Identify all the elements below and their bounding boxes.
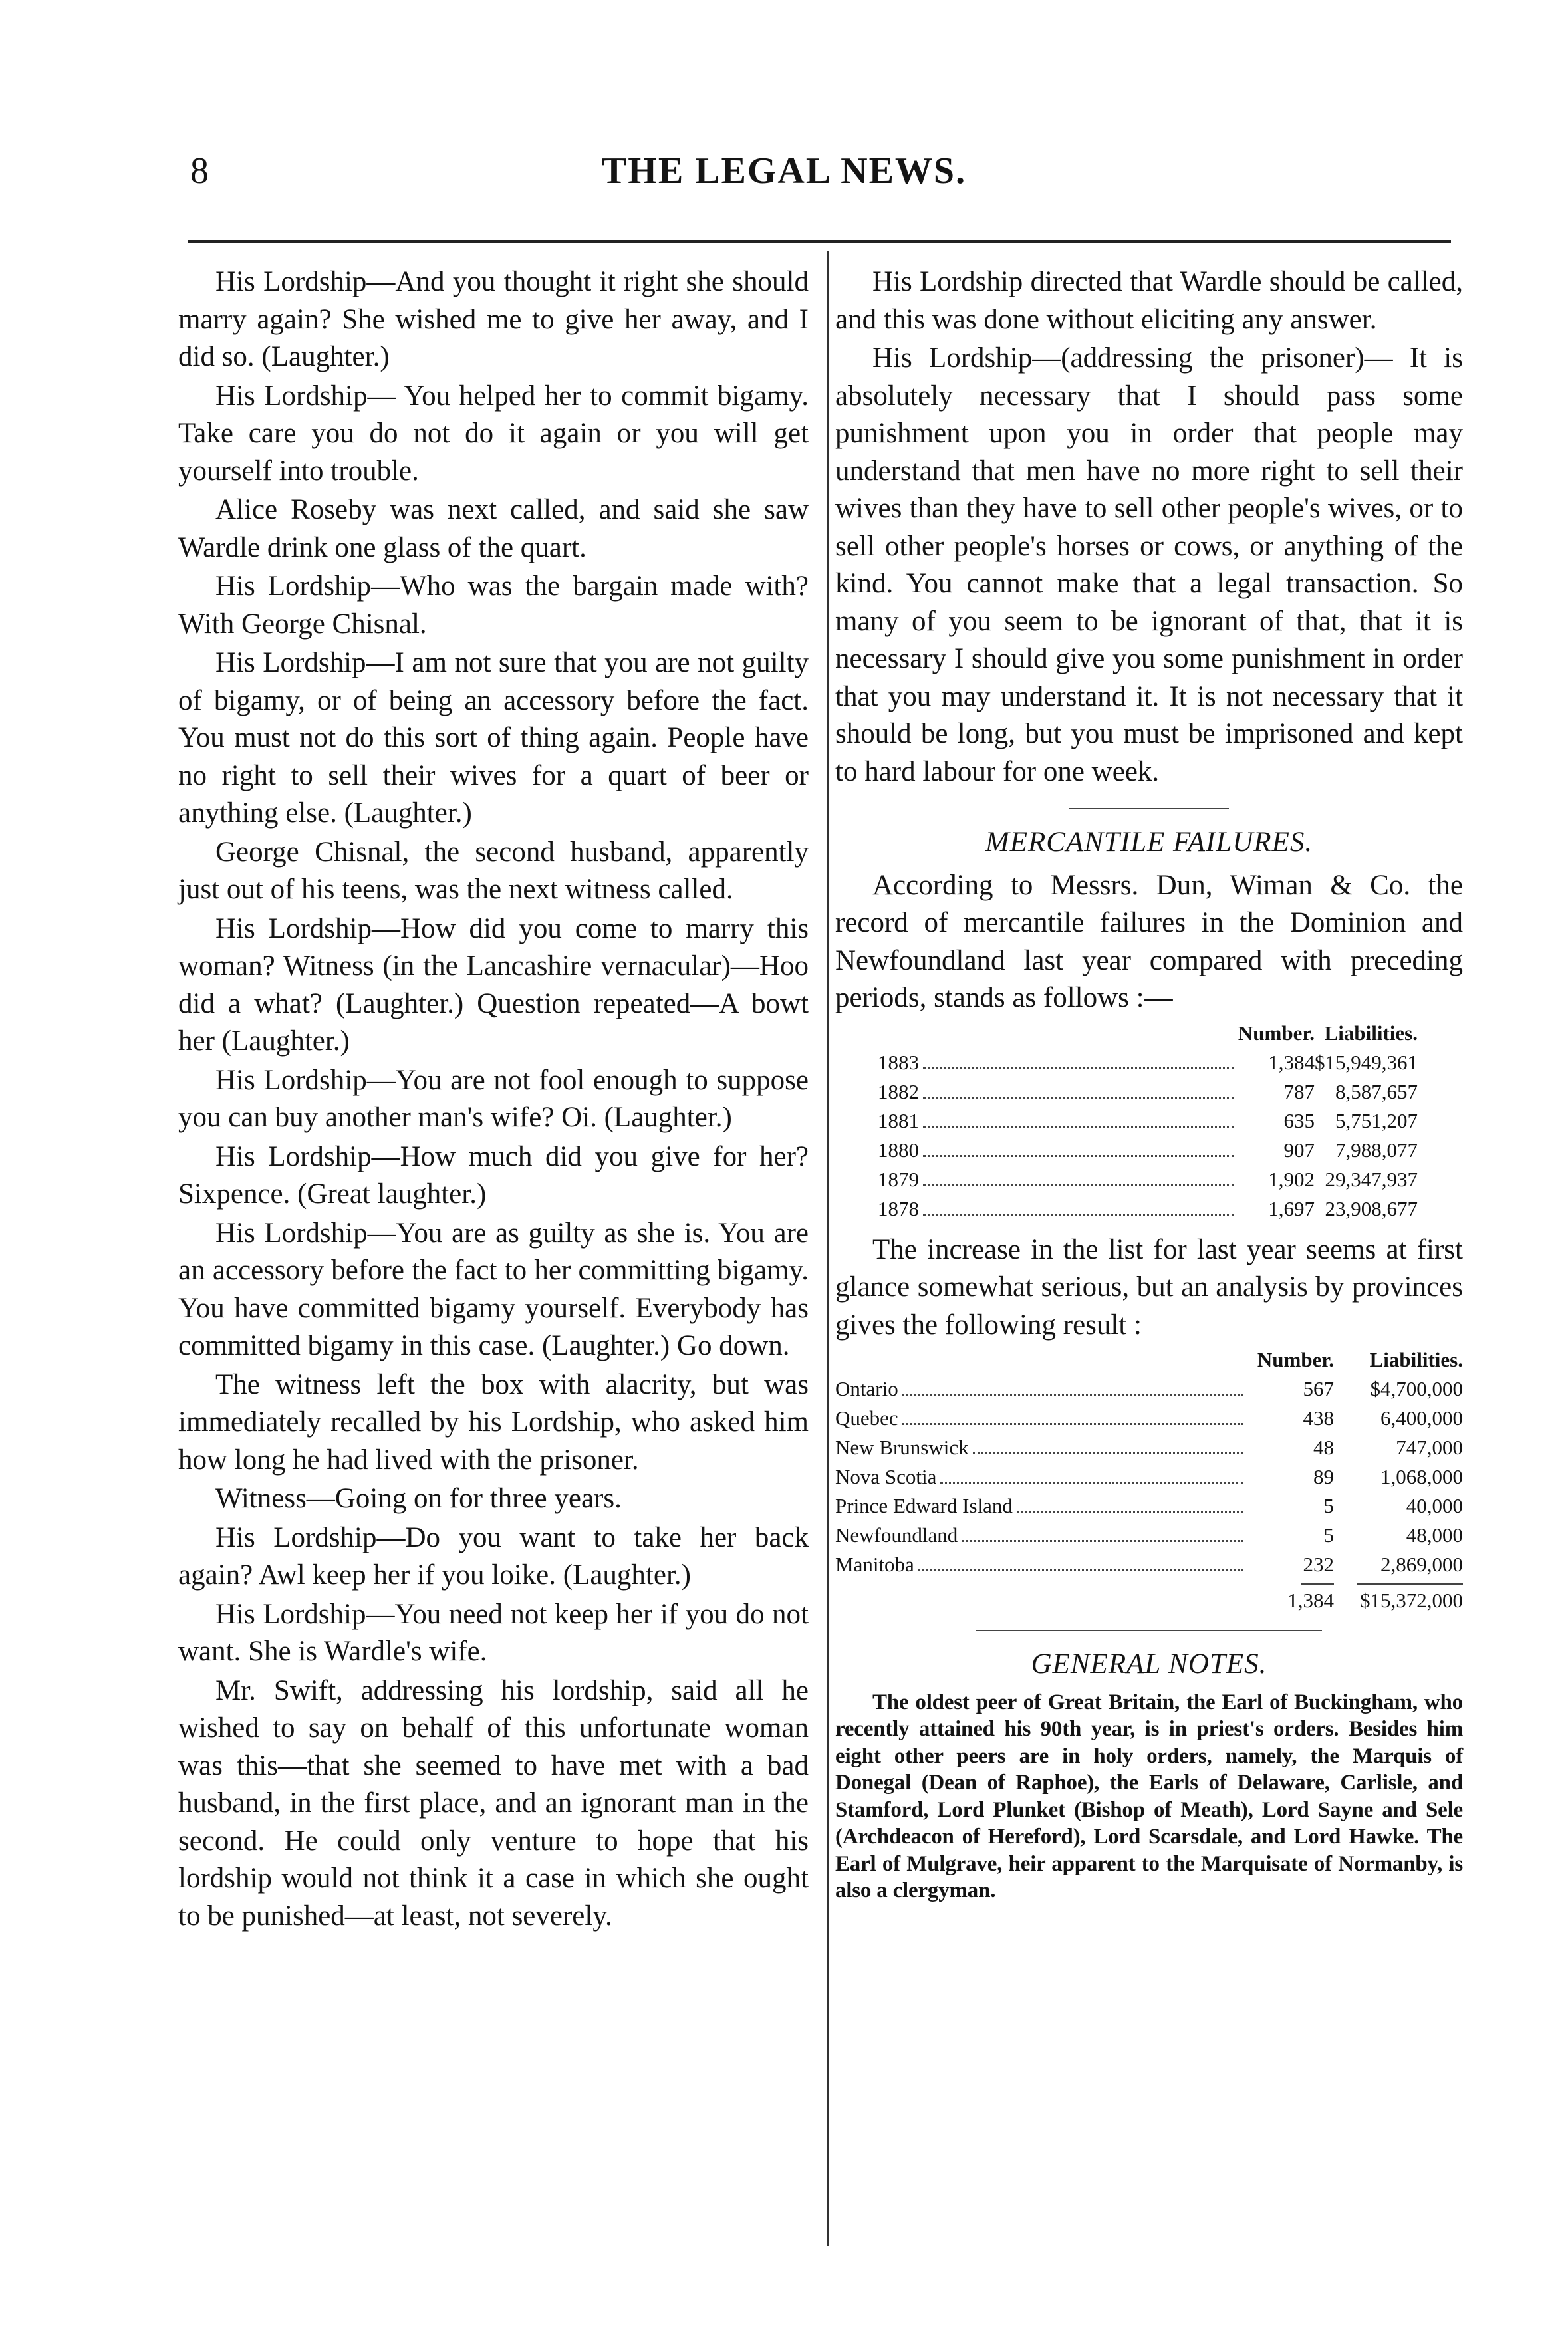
row-label: Ontario [835, 1377, 898, 1400]
column-header: Number. [1257, 1348, 1334, 1371]
table-header-row [835, 1345, 1463, 1374]
row-number: 232 [1303, 1553, 1334, 1576]
header-rule [188, 240, 1451, 243]
row-liabilities: 1,068,000 [1380, 1465, 1463, 1488]
dot-leader [902, 1408, 1243, 1425]
dot-leader [940, 1467, 1243, 1484]
table-row [878, 1048, 1418, 1077]
failures-by-year-table [878, 1019, 1418, 1224]
table-row [835, 1521, 1463, 1550]
row-number: 5 [1323, 1494, 1334, 1517]
paragraph: His Lordship—How did you come to marry this woman? Witness (in the Lancashire vernacular)—Hoo did a what? (Laughter.) Question repeated—A bowt her (Laughter.) [178, 912, 809, 1057]
paragraph: His Lordship—And you thought it right she should marry again? She wished me to give her away, and I did so. (Laughter.) [178, 266, 809, 372]
row-liabilities: 6,400,000 [1380, 1406, 1463, 1430]
total-rule-row [835, 1579, 1463, 1586]
general-notes-heading: GENERAL NOTES. [1031, 1648, 1267, 1680]
page-number: 8 [190, 150, 209, 192]
paragraph: His Lordship—I am not sure that you are not guilty of bigamy, or of being an accessory before the fact. You must not do this sort of thing again. People have no right to sell their wives for a quart of beer or anything else. (Laughter.) [178, 647, 809, 829]
paragraph: The witness left the box with alacrity, but was immediately recalled by his Lordship, who asked him how long he had lived with the prisoner. [178, 1368, 809, 1476]
table-row [878, 1107, 1418, 1136]
dot-leader [923, 1199, 1234, 1216]
row-label: 1880 [878, 1138, 919, 1162]
row-label: 1878 [878, 1196, 919, 1220]
table-row [835, 1404, 1463, 1433]
column-header: Liabilities. [1324, 1021, 1418, 1045]
table-header-row [878, 1019, 1418, 1048]
row-liabilities: 8,587,657 [1335, 1079, 1418, 1103]
total-rule [1357, 1583, 1463, 1585]
mercantile-failures-heading: MERCANTILE FAILURES. [985, 827, 1313, 858]
paragraph: Alice Roseby was next called, and said she saw Wardle drink one glass of the quart. [178, 494, 809, 563]
row-label: Prince Edward Island [835, 1494, 1013, 1517]
dot-leader [1017, 1496, 1243, 1513]
row-label: 1883 [878, 1050, 919, 1074]
general-notes-text: The oldest peer of Great Britain, the Earl of Buckingham, who recently attained his 90th year, is in priest's orders. Besides him eight other peers are in holy orders, namely, the Marquis of Donegal (Dean of Raphoe), the Earls of Delaware, Carlisle, and Stamford, Lord Plunket (Bishop of Meath), Lord Sayne and Sele (Archdeacon of Hereford), Lord Scarsdale, and Lord Hawke. The Earl of Mulgrave, heir apparent to the Marquisate of Normanby, is also a clergyman. [835, 1690, 1463, 1902]
dot-leader [923, 1111, 1234, 1128]
paragraph: His Lordship—You are as guilty as she is. You are an accessory before the fact to her committing bigamy. You have committed bigamy yourself. Everybody has committed bigamy in this case. (Laughter.) Go down. [178, 1217, 809, 1361]
row-liabilities: 747,000 [1396, 1436, 1463, 1459]
paragraph: His Lordship—Do you want to take her back again? Awl keep her if you loike. (Laughter.) [178, 1521, 809, 1591]
total-liabilities: $15,372,000 [1360, 1589, 1463, 1612]
table-row [835, 1462, 1463, 1492]
row-liabilities: $15,949,361 [1315, 1050, 1418, 1074]
row-label: Nova Scotia [835, 1465, 937, 1488]
paragraph: Witness—Going on for three years. [215, 1483, 622, 1514]
row-number: 635 [1283, 1108, 1315, 1132]
table-row [878, 1077, 1418, 1107]
row-label: 1882 [878, 1079, 919, 1103]
row-liabilities: 2,869,000 [1380, 1553, 1463, 1576]
row-number: 907 [1283, 1138, 1315, 1162]
paragraph: His Lordship directed that Wardle should be called, and this was done without eliciting any answer. [835, 266, 1463, 335]
failures-by-province-table [835, 1345, 1463, 1615]
dot-leader [918, 1555, 1243, 1571]
dot-leader [923, 1082, 1234, 1099]
row-label: Quebec [835, 1406, 898, 1430]
section-divider [1069, 808, 1229, 809]
table-row [835, 1433, 1463, 1462]
mercantile-intro: According to Messrs. Dun, Wiman & Co. the record of mercantile failures in the Dominion and Newfoundland last year compared with preceding periods, stands as follows :— [835, 869, 1463, 1013]
paragraph: His Lordship—How much did you give for her? Sixpence. (Great laughter.) [178, 1140, 809, 1210]
row-liabilities: 48,000 [1406, 1523, 1463, 1547]
right-column [835, 263, 1463, 1906]
column-divider [827, 251, 829, 2246]
row-number: 1,902 [1268, 1167, 1315, 1191]
dot-leader [923, 1053, 1234, 1069]
row-liabilities: 23,908,677 [1325, 1196, 1418, 1220]
row-label: Manitoba [835, 1553, 914, 1576]
row-liabilities: 5,751,207 [1335, 1108, 1418, 1132]
row-label: 1881 [878, 1108, 919, 1132]
paragraph: George Chisnal, the second husband, apparently just out of his teens, was the next witness called. [178, 836, 809, 905]
section-divider [976, 1630, 1322, 1631]
row-number: 1,384 [1268, 1050, 1315, 1074]
column-header: Liabilities. [1369, 1348, 1463, 1371]
table-row [878, 1165, 1418, 1194]
paragraph: Mr. Swift, addressing his lordship, said all he wished to say on behalf of this unfortunate woman was this—that she seemed to have met with a bad husband, in the first place, and an ignorant man in the second. He could only venture to hope that his lordship would not think it a case in which she ought to be punished—at least, not severely. [178, 1674, 809, 1932]
row-label: Newfoundland [835, 1523, 958, 1547]
table-row [835, 1492, 1463, 1521]
analysis-paragraph: The increase in the list for last year seems at first glance somewhat serious, but an analysis by provinces gives the following result : [835, 1234, 1463, 1341]
table-row [878, 1136, 1418, 1165]
row-number: 438 [1303, 1406, 1334, 1430]
row-label: New Brunswick [835, 1436, 969, 1459]
dot-leader [962, 1525, 1243, 1542]
dot-leader [923, 1170, 1234, 1186]
row-number: 567 [1303, 1377, 1334, 1400]
total-rule [1301, 1583, 1334, 1585]
row-liabilities: 29,347,937 [1325, 1167, 1418, 1191]
paragraph: His Lordship—You need not keep her if you do not want. She is Wardle's wife. [178, 1598, 809, 1667]
dot-leader [923, 1140, 1234, 1157]
row-number: 787 [1283, 1079, 1315, 1103]
paragraph: His Lordship—(addressing the prisoner)— It is absolutely necessary that I should pass some punishment upon you in order that people may understand that men have no more right to sell their wives than they have to sell other people's wives, or to sell other people's horses or cows, or anything of the kind. You cannot make that a legal transaction. So many of you seem to be ignorant of that, that it is necessary I should give you some punishment in order that you may understand it. It is not necessary that it should be long, but you must be imprisoned and kept to hard labour for one week. [835, 342, 1463, 787]
paragraph: His Lordship—Who was the bargain made with? With George Chisnal. [178, 571, 809, 640]
dot-leader [902, 1379, 1243, 1396]
row-number: 1,697 [1268, 1196, 1315, 1220]
total-row [835, 1586, 1463, 1615]
row-liabilities: 40,000 [1406, 1494, 1463, 1517]
dot-leader [973, 1438, 1243, 1454]
row-label: 1879 [878, 1167, 919, 1191]
column-header: Number. [1238, 1021, 1315, 1045]
row-number: 48 [1313, 1436, 1334, 1459]
table-row [835, 1374, 1463, 1404]
row-number: 89 [1313, 1465, 1334, 1488]
row-liabilities: 7,988,077 [1335, 1138, 1418, 1162]
table-row [835, 1550, 1463, 1579]
paragraph: His Lordship—You are not fool enough to suppose you can buy another man's wife? Oi. (Laughter.) [178, 1064, 809, 1133]
row-number: 5 [1323, 1523, 1334, 1547]
row-liabilities: $4,700,000 [1370, 1377, 1463, 1400]
left-column [178, 263, 809, 1936]
table-row [878, 1194, 1418, 1224]
paragraph: His Lordship— You helped her to commit bigamy. Take care you do not do it again or you will get yourself into trouble. [178, 380, 809, 487]
running-title: THE LEGAL NEWS. [601, 150, 967, 192]
page-header [0, 148, 1568, 207]
total-number: 1,384 [1287, 1589, 1334, 1612]
